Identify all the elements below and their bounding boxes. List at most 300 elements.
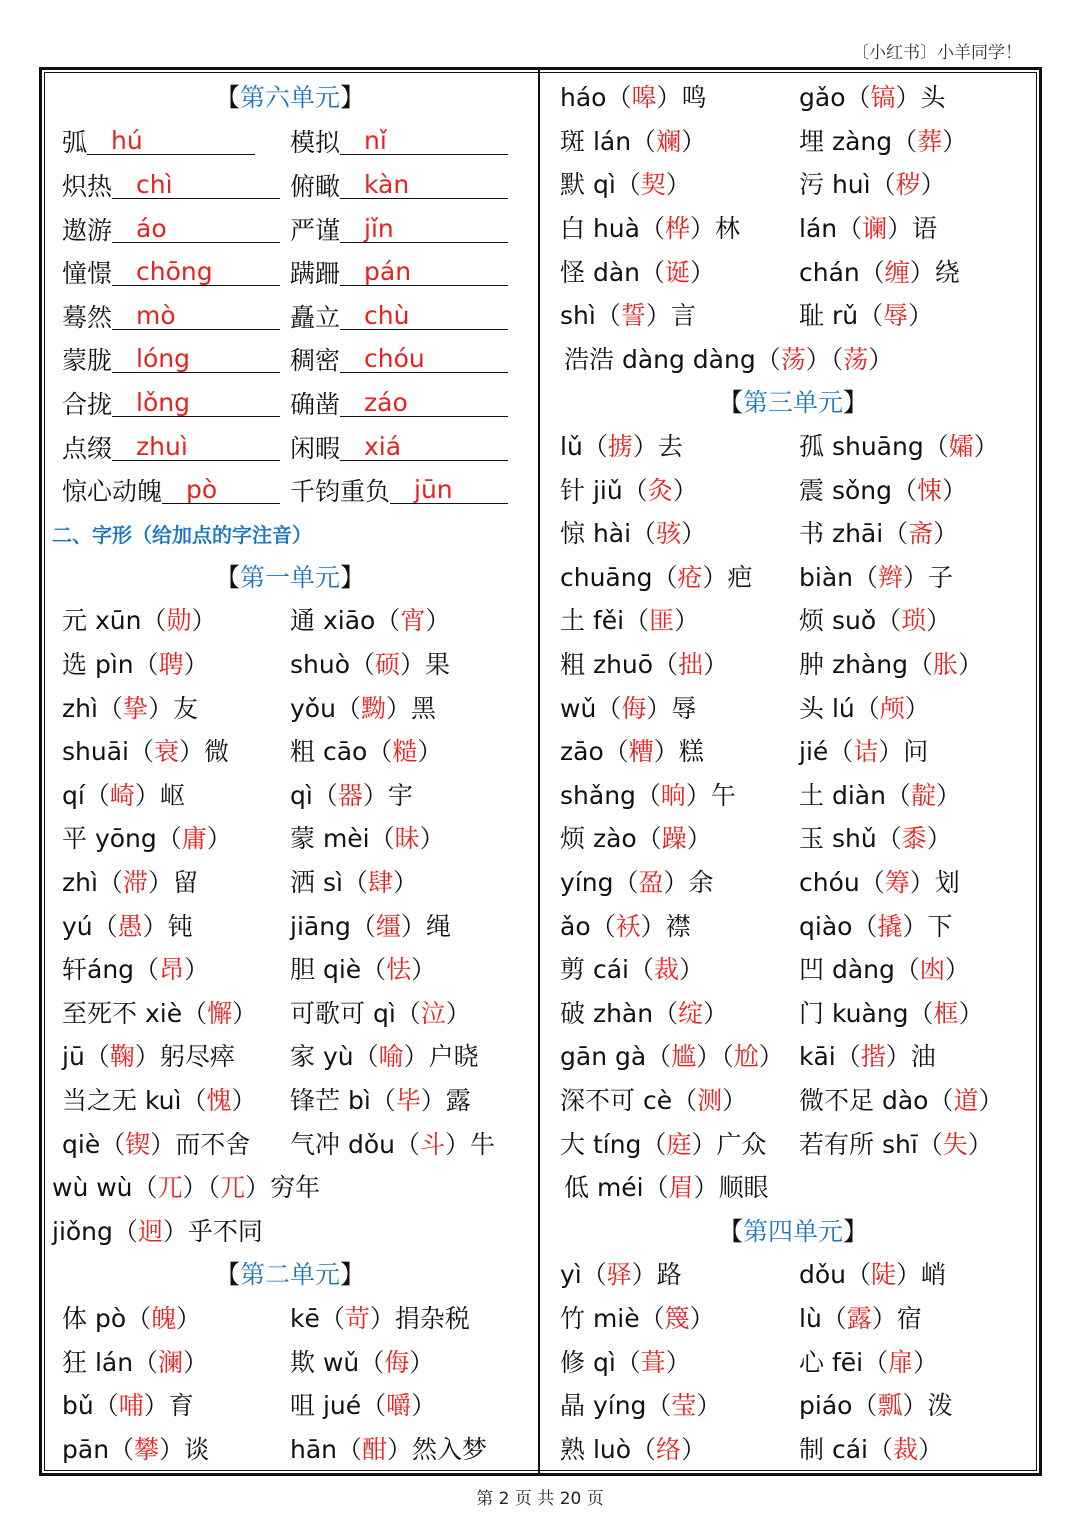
question-text: ）: [933, 519, 959, 549]
answer-char: 镐: [870, 83, 896, 113]
question-text: ）下: [902, 911, 953, 941]
entry: [558, 83, 793, 113]
list-item: [52, 599, 528, 643]
question-text: 气冲 dǒu（: [290, 1129, 420, 1159]
question-text: 微不足 dào（: [799, 1085, 954, 1115]
question-text: ）: [978, 1085, 1004, 1115]
entry: [793, 1260, 1028, 1290]
answer-pinyin: chōng: [136, 257, 213, 287]
question-text: ）: [672, 475, 698, 505]
answer-blank: [112, 433, 280, 461]
answer-char: 魄: [151, 1303, 177, 1333]
question-text: 默 qì（: [560, 170, 641, 200]
entry: [793, 867, 1028, 897]
entry: [558, 998, 793, 1028]
question-text: 通 xiāo（: [290, 606, 401, 636]
entry: [558, 1391, 793, 1421]
question-text: ）穷年: [245, 1173, 321, 1203]
answer-char: 肆: [367, 867, 393, 897]
answer-pinyin: hú: [111, 126, 143, 156]
question-text: ）露: [420, 1085, 471, 1115]
question-text: ）鸣: [656, 83, 707, 113]
answer-blank: [112, 389, 280, 417]
list-item: [558, 817, 1028, 861]
bracket: 【: [214, 562, 240, 592]
answer-blank: [112, 258, 280, 286]
question-text: 制 cái（: [799, 1434, 893, 1464]
right-column: [558, 76, 1028, 1471]
question-text: 头 lú（: [799, 693, 880, 723]
list-item: [558, 425, 1028, 469]
list-item: [558, 1035, 1028, 1079]
list-item: [558, 861, 1028, 905]
question-text: ）: [678, 955, 704, 985]
entry: [290, 1391, 528, 1421]
list-item: [52, 643, 528, 687]
entry: [558, 301, 793, 331]
fill-entry: [52, 257, 290, 289]
question-text: 土 fěi（: [560, 606, 650, 636]
list-item: [52, 730, 528, 774]
answer-char: 嚼: [386, 1391, 412, 1421]
bracket: 】: [843, 1216, 869, 1246]
question-text: ）: [958, 998, 984, 1028]
question-text: ）: [686, 824, 712, 854]
fill-entry: [52, 433, 290, 461]
question-text: ）: [690, 257, 716, 287]
question-text: ）留: [147, 867, 198, 897]
answer-char: 葬: [917, 126, 943, 156]
question-text: ）: [920, 170, 946, 200]
question-text: ）去: [632, 432, 683, 462]
list-item: [52, 1209, 528, 1253]
question-text: ）绕: [909, 257, 960, 287]
entry: [793, 1085, 1028, 1115]
answer-char: 昧: [394, 824, 420, 854]
question-text: chán（: [799, 257, 885, 287]
list-item: [52, 1166, 528, 1210]
answer-char: 躁: [661, 824, 687, 854]
answer-pinyin: chì: [136, 169, 173, 199]
question-text: ）（: [182, 1173, 221, 1203]
list-item: [558, 1166, 1028, 1210]
list-item: [558, 163, 1028, 207]
question-text: qí（: [62, 780, 110, 810]
answer-char: 攀: [134, 1434, 160, 1464]
question-text: ）: [445, 998, 471, 1028]
question-text: wù wù（: [52, 1173, 158, 1203]
answer-char: 瓢: [877, 1391, 903, 1421]
question-text: jū（: [62, 1042, 110, 1072]
question-text: ）户晓: [403, 1042, 479, 1072]
fill-entry: [52, 171, 290, 199]
list-item: [558, 643, 1028, 687]
question-text: ）然入梦: [387, 1434, 488, 1464]
entry: [290, 780, 528, 810]
entry: [558, 1303, 793, 1333]
entry: [52, 737, 290, 767]
question-text: ）林: [689, 214, 740, 244]
question-text: qì（: [290, 780, 338, 810]
question-text: 体 pò（: [62, 1303, 152, 1333]
bracket: 【: [214, 83, 240, 113]
bracket: 【: [717, 1216, 743, 1246]
answer-char: 框: [933, 998, 959, 1028]
question-text: yì（: [560, 1260, 607, 1290]
entry: [52, 780, 290, 810]
answer-blank: [340, 433, 508, 461]
list-item: [558, 120, 1028, 164]
question-text: ）疤: [702, 562, 753, 592]
question-text: ）（: [805, 344, 844, 374]
entry: [558, 1042, 793, 1072]
fill-entry: [290, 475, 528, 507]
entry: [52, 824, 290, 854]
answer-char: 愧: [206, 1085, 232, 1115]
fill-entry: [290, 302, 528, 330]
answer-char: 衰: [153, 737, 179, 767]
entry: [290, 955, 528, 985]
word: 矗立: [290, 302, 341, 332]
fill-entry: [52, 344, 290, 376]
answer-char: 斓: [656, 126, 682, 156]
fill-entry: [52, 215, 290, 243]
question-text: ）糕: [653, 737, 704, 767]
list-item: [558, 774, 1028, 818]
question-text: 烦 zào（: [560, 824, 662, 854]
question-text: ）育: [143, 1391, 194, 1421]
entry: [558, 737, 793, 767]
entry: [793, 650, 1028, 680]
list-item: [558, 1079, 1028, 1123]
entry: [558, 475, 793, 505]
entry: [558, 432, 793, 462]
answer-char: 掳: [607, 432, 633, 462]
page-footer: 第 2 页 共 20 页: [476, 1489, 604, 1509]
question-text: 当之无 kuì（: [62, 1085, 207, 1115]
question-text: 震 sǒng（: [799, 475, 917, 505]
answer-char: 鞠: [109, 1042, 135, 1072]
answer-char: 缰: [375, 911, 401, 941]
question-text: 胆 qiè（: [290, 955, 387, 985]
question-text: ）划: [909, 867, 960, 897]
question-text: 孤 shuāng（: [799, 432, 949, 462]
answer-char: 篾: [664, 1303, 690, 1333]
question-text: ）: [419, 824, 445, 854]
fill-row: [52, 207, 528, 251]
entry: [793, 170, 1028, 200]
answer-char: 迥: [137, 1216, 163, 1246]
entry: [793, 911, 1028, 941]
entry: [558, 562, 793, 592]
question-text: shuò（: [290, 650, 376, 680]
entry: [558, 214, 793, 244]
question-text: 破 zhàn（: [560, 998, 679, 1028]
question-text: 斑 lán（: [560, 126, 657, 156]
column-divider: [538, 70, 540, 1473]
question-text: lán（: [799, 214, 863, 244]
entry: [52, 1216, 528, 1246]
question-text: ）微: [179, 737, 230, 767]
question-text: ）: [973, 432, 999, 462]
question-text: 元 xūn（: [62, 606, 167, 636]
word: 稠密: [290, 346, 341, 376]
answer-char: 荡: [843, 344, 869, 374]
fill-entry: [290, 126, 528, 158]
question-text: ）言: [645, 301, 696, 331]
entry: [290, 737, 528, 767]
question-text: ）宇: [362, 780, 413, 810]
page-header-note: 〔小红书〕小羊同学！: [852, 43, 1022, 63]
question-text: kē（: [290, 1303, 345, 1333]
question-text: jié（: [799, 737, 854, 767]
question-text: ）岖: [134, 780, 185, 810]
question-text: ）: [758, 1042, 784, 1072]
answer-char: 酣: [362, 1434, 388, 1464]
question-text: lǔ（: [560, 432, 608, 462]
list-item: [558, 1340, 1028, 1384]
question-text: yǒu（: [290, 693, 361, 723]
question-text: 白 huà（: [560, 214, 665, 244]
word: 确凿: [290, 389, 341, 419]
answer-char: 裁: [892, 1434, 918, 1464]
list-item: [558, 1427, 1028, 1471]
question-text: ）头: [895, 83, 946, 113]
list-item: [558, 76, 1028, 120]
answer-char: 誓: [620, 301, 646, 331]
question-text: zāo（: [560, 737, 629, 767]
answer-char: 聘: [158, 650, 184, 680]
answer-char: 斋: [908, 519, 934, 549]
bracket: 】: [340, 1260, 366, 1290]
answer-pinyin: chù: [364, 300, 410, 330]
entry: [793, 693, 1028, 723]
answer-char: 琐: [901, 606, 927, 636]
question-text: ）: [417, 737, 443, 767]
answer-char: 兀: [157, 1173, 183, 1203]
unit-heading: [558, 381, 1028, 425]
fill-row: [52, 425, 528, 469]
question-text: chóu（: [799, 867, 885, 897]
entry: [290, 650, 528, 680]
fill-row: [52, 468, 528, 512]
answer-char: 毕: [395, 1085, 421, 1115]
entry: [793, 1434, 1028, 1464]
entry: [290, 693, 528, 723]
answer-char: 拙: [678, 650, 704, 680]
question-text: pān（: [62, 1434, 135, 1464]
answer-char: 凼: [919, 955, 945, 985]
entry: [558, 1434, 793, 1464]
entry: [793, 519, 1028, 549]
answer-pinyin: nǐ: [364, 126, 387, 156]
answer-char: 胀: [932, 650, 958, 680]
answer-pinyin: pán: [364, 257, 412, 287]
question-text: 咀 jué（: [290, 1391, 387, 1421]
answer-blank: [112, 345, 280, 373]
list-item: [558, 904, 1028, 948]
question-text: ）顺眼: [693, 1173, 769, 1203]
question-text: ）: [665, 1347, 691, 1377]
answer-pinyin: záo: [364, 387, 408, 417]
entry: [793, 998, 1028, 1028]
question-text: ）: [722, 1085, 748, 1115]
question-text: 蒙 mèi（: [290, 824, 395, 854]
answer-char: 糟: [628, 737, 654, 767]
question-text: ）捐杂税: [369, 1303, 470, 1333]
question-text: 轩áng（: [62, 955, 160, 985]
answer-pinyin: zhuì: [136, 431, 188, 461]
list-item: [52, 991, 528, 1035]
list-item: [52, 774, 528, 818]
entry: [793, 780, 1028, 810]
list-item: [52, 1079, 528, 1123]
entry: [290, 1129, 528, 1159]
answer-char: 匪: [649, 606, 675, 636]
answer-char: 诞: [664, 257, 690, 287]
answer-blank: [340, 215, 508, 243]
question-text: 浩浩 dàng dàng（: [564, 344, 781, 374]
answer-char: 尴: [671, 1042, 697, 1072]
bracket: 】: [340, 562, 366, 592]
bracket: 】: [340, 83, 366, 113]
question-text: ）: [926, 606, 952, 636]
list-item: [52, 686, 528, 730]
word: 弧: [62, 128, 88, 158]
question-text: ）襟: [640, 911, 691, 941]
question-text: qiè（: [62, 1129, 126, 1159]
entry: [52, 1434, 290, 1464]
bracket: 】: [843, 388, 869, 418]
entry: [52, 998, 290, 1028]
entry: [52, 1303, 290, 1333]
question-text: ）: [232, 998, 258, 1028]
list-item: [52, 1427, 528, 1471]
unit-title: 第六单元: [239, 83, 340, 113]
entry: [793, 214, 1028, 244]
answer-blank: [112, 302, 280, 330]
answer-char: 黝: [360, 693, 386, 723]
section-title: 二、字形（给加点的字注音）: [52, 523, 312, 548]
unit-heading: [52, 1253, 528, 1297]
answer-char: 泣: [420, 998, 446, 1028]
entry: [793, 126, 1028, 156]
question-text: shì（: [560, 301, 621, 331]
unit-title: 第一单元: [239, 562, 340, 592]
question-text: hān（: [290, 1434, 363, 1464]
answer-char: 宵: [400, 606, 426, 636]
fill-row: [52, 381, 528, 425]
question-text: dǒu（: [799, 1260, 872, 1290]
word: 蹒跚: [290, 259, 341, 289]
answer-blank: [87, 127, 255, 155]
entry: [793, 432, 1028, 462]
fill-row: [52, 120, 528, 164]
question-text: 低 méi（: [564, 1173, 669, 1203]
entry: [793, 1129, 1028, 1159]
entry: [52, 606, 290, 636]
question-text: ）: [681, 1434, 707, 1464]
entry: [793, 1391, 1028, 1421]
entry: [558, 1085, 793, 1115]
answer-char: 绽: [678, 998, 704, 1028]
answer-char: 挚: [122, 693, 148, 723]
question-text: 心 fēi（: [799, 1347, 889, 1377]
question-text: 大 tíng（: [560, 1129, 667, 1159]
answer-char: 靛: [910, 780, 936, 810]
answer-char: 荡: [780, 344, 806, 374]
answer-pinyin: kàn: [364, 169, 410, 199]
question-text: ）果: [400, 650, 451, 680]
answer-char: 莹: [671, 1391, 697, 1421]
fill-entry: [290, 433, 528, 461]
entry: [558, 867, 793, 897]
answer-pinyin: lǒng: [136, 387, 190, 417]
answer-char: 糙: [392, 737, 418, 767]
answer-char: 撬: [877, 911, 903, 941]
answer-char: 裁: [653, 955, 679, 985]
question-text: ）路: [631, 1260, 682, 1290]
question-text: ）: [904, 693, 930, 723]
answer-char: 滞: [122, 867, 148, 897]
answer-char: 测: [697, 1085, 723, 1115]
answer-char: 黍: [901, 824, 927, 854]
answer-char: 颅: [879, 693, 905, 723]
entry: [52, 1085, 290, 1115]
fill-entry: [290, 215, 528, 243]
answer-char: 怯: [386, 955, 412, 985]
answer-char: 锲: [125, 1129, 151, 1159]
unit-heading: [52, 556, 528, 600]
question-text: ）: [913, 1347, 939, 1377]
question-text: ）: [908, 301, 934, 331]
word: 蒙胧: [62, 346, 113, 376]
entry: [52, 650, 290, 680]
answer-char: 庭: [666, 1129, 692, 1159]
word: 千钧重负: [290, 477, 391, 507]
question-text: ）泼: [902, 1391, 953, 1421]
answer-char: 络: [656, 1434, 682, 1464]
entry: [290, 606, 528, 636]
question-text: 埋 zàng（: [799, 126, 918, 156]
entry: [52, 1391, 290, 1421]
list-item: [52, 817, 528, 861]
question-text: 针 jiǔ（: [560, 475, 648, 505]
word: 惊心动魄: [62, 477, 163, 507]
question-text: piáo（: [799, 1391, 878, 1421]
entry: [290, 824, 528, 854]
question-text: ）: [703, 650, 729, 680]
question-text: 平 yōng（: [62, 824, 182, 854]
list-item: [558, 599, 1028, 643]
unit-heading: [52, 76, 528, 120]
entry: [558, 126, 793, 156]
list-item: [558, 207, 1028, 251]
entry: [290, 1347, 528, 1377]
question-text: ）子: [903, 562, 954, 592]
answer-char: 陡: [871, 1260, 897, 1290]
fill-entry: [52, 475, 290, 507]
entry: [793, 562, 1028, 592]
list-item: [52, 904, 528, 948]
question-text: 可歌可 qì（: [290, 998, 421, 1028]
question-text: 粗 zhuō（: [560, 650, 679, 680]
answer-char: 道: [953, 1085, 979, 1115]
question-text: ）午: [685, 780, 736, 810]
answer-blank: [340, 258, 508, 286]
fill-entry: [290, 344, 528, 376]
answer-char: 扉: [888, 1347, 914, 1377]
